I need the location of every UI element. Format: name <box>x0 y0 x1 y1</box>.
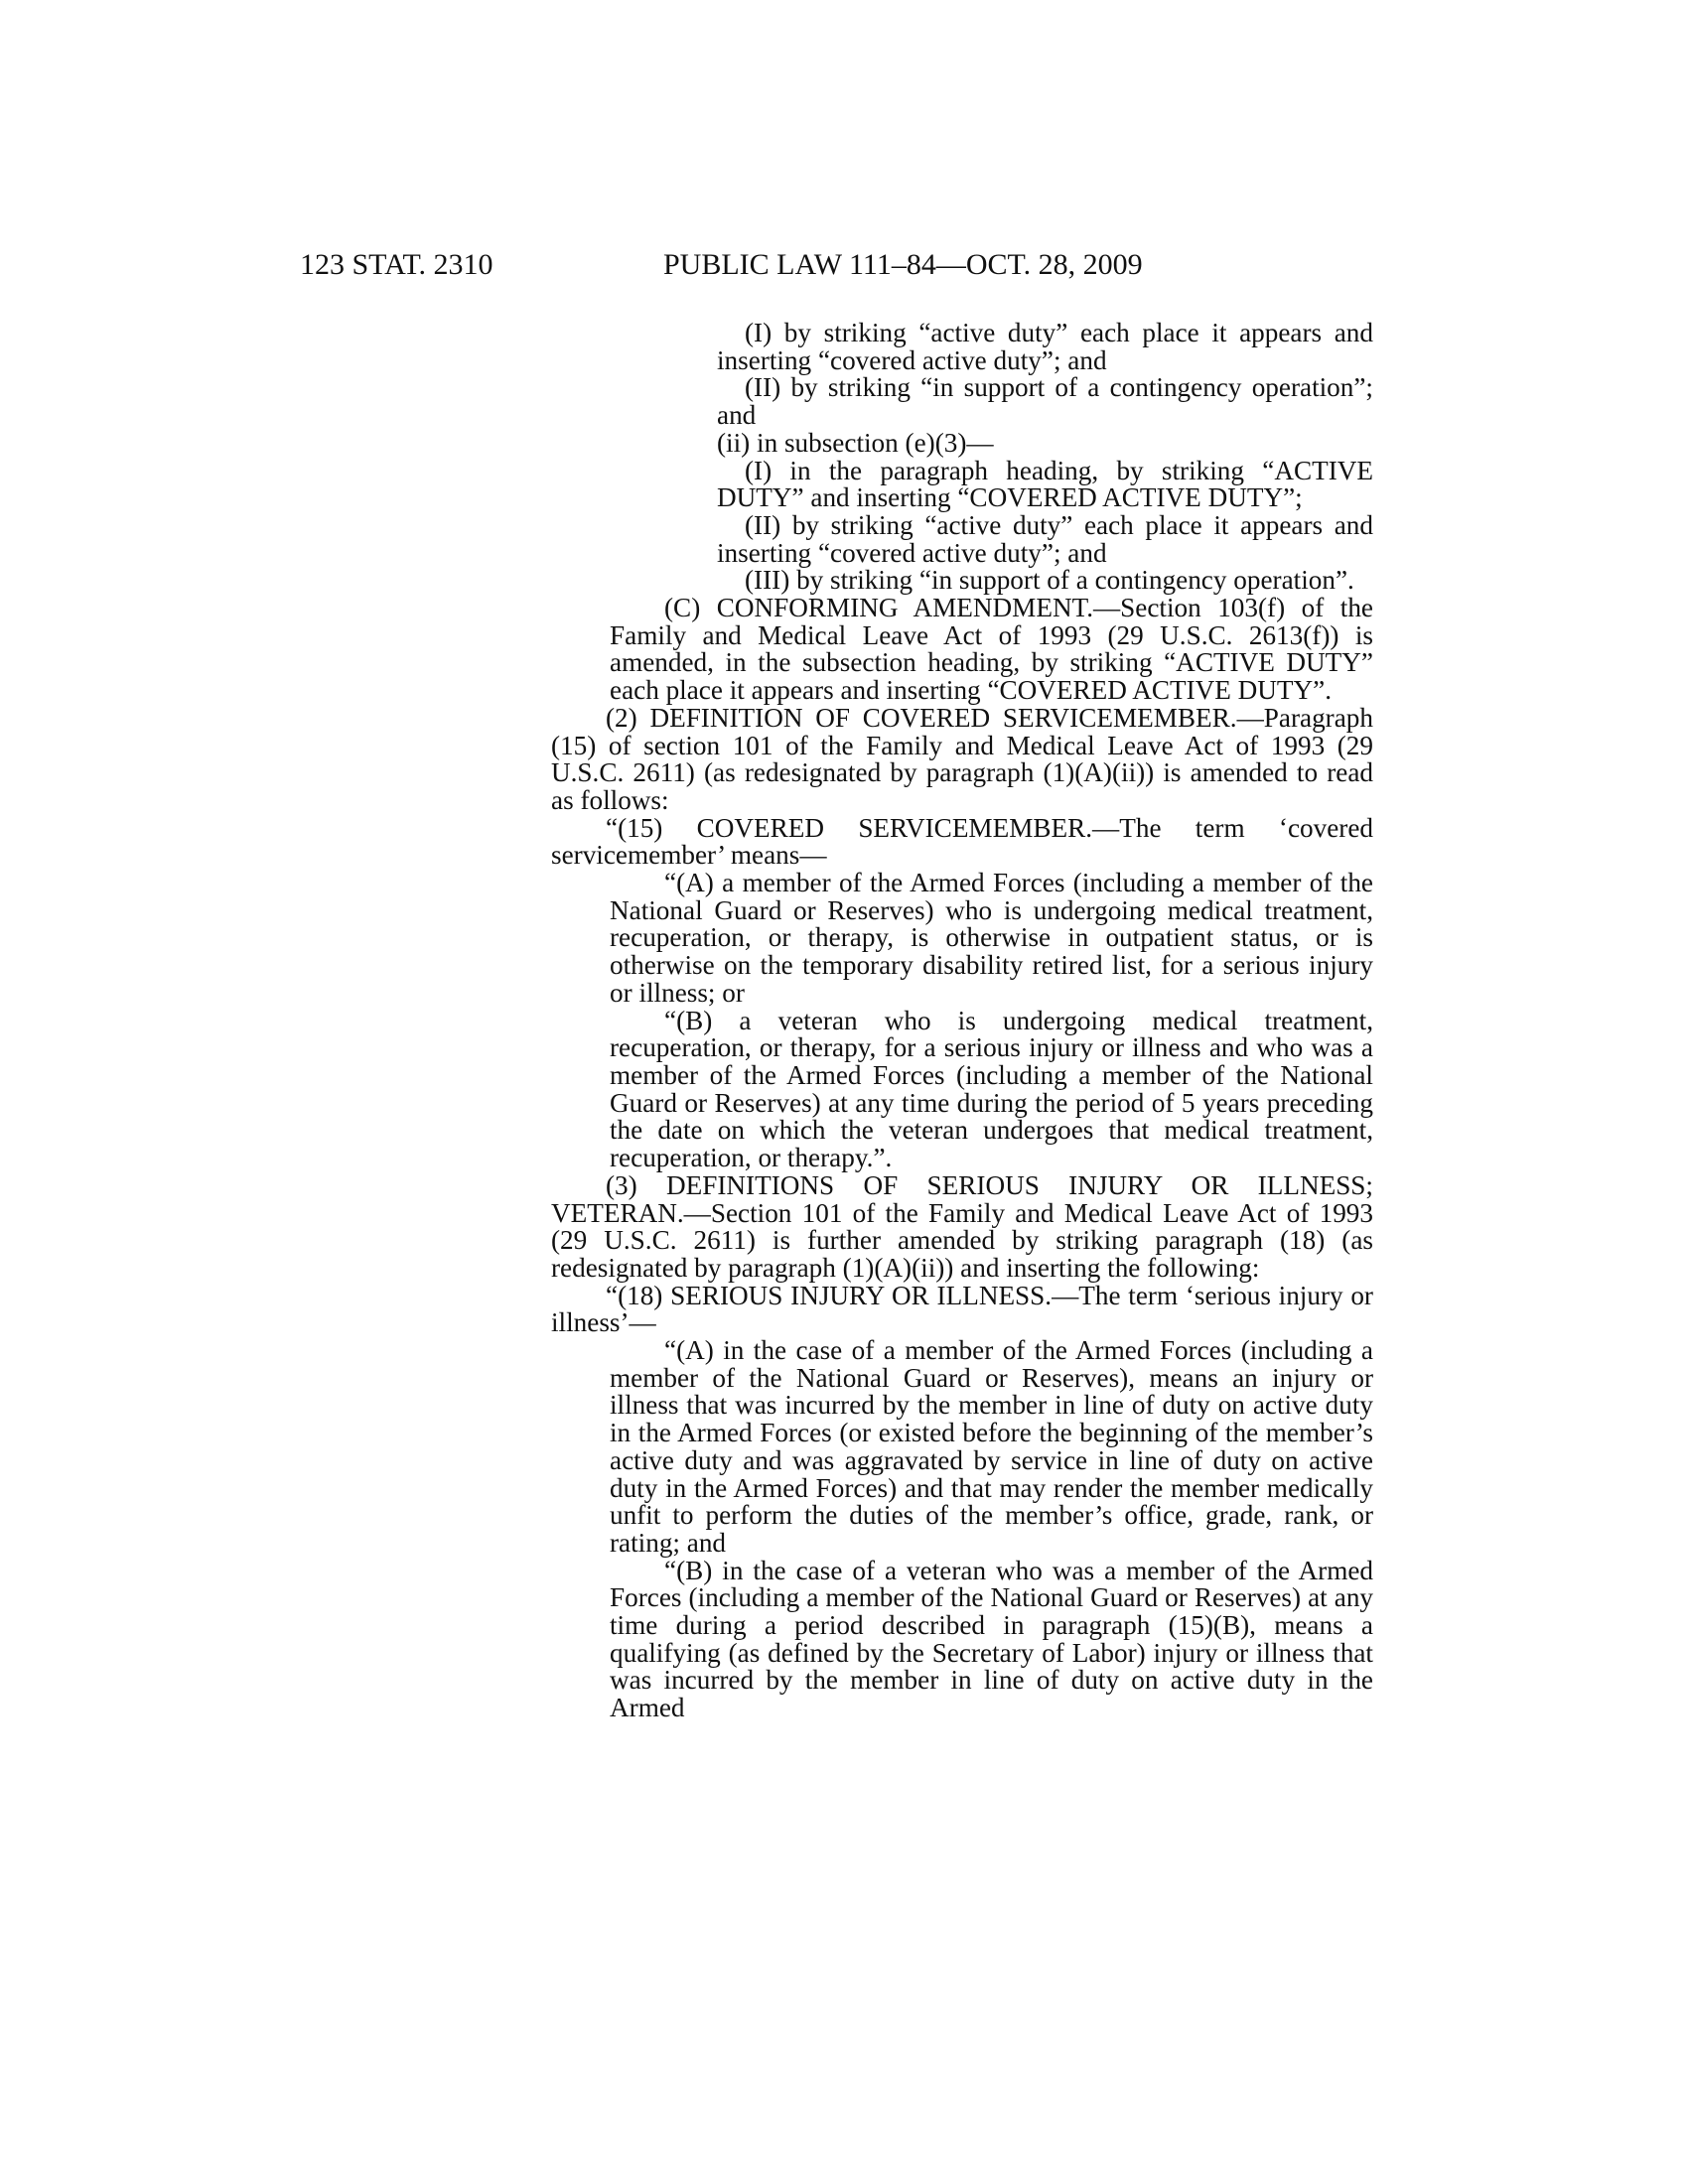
paragraph: (I) by striking “active duty” each place it appears and inserting “covered active duty”; and <box>717 318 1373 375</box>
running-head: PUBLIC LAW 111–84—OCT. 28, 2009 <box>663 248 1143 281</box>
paragraph: (II) by striking “active duty” each place it appears and inserting “covered active duty”; and <box>717 509 1373 568</box>
paragraph: “(A) in the case of a member of the Armed Forces (including a member of the National Guard or Reserves), means an injury or illness that was incurred by the member in line of duty on active duty in the Armed Forces (or existed before the beginning of the member’s active duty and was aggravated by service in line of duty on active duty in the Armed Forces) and that may render the member medically unfit to perform the duties of the member’s office, grade, rank, or rating; and <box>610 1335 1373 1558</box>
paragraph: (3) DEFINITIONS OF SERIOUS INJURY OR ILLNESS; VETERAN.—Section 101 of the Family and Medical Leave Act of 1993 (29 U.S.C. 2611) is further amended by striking paragraph (18) (as redesignated by paragraph (1)(A)(ii)) and inserting the following: <box>551 1169 1373 1283</box>
paragraph: (III) by striking “in support of a contingency operation”. <box>745 565 1354 596</box>
paragraph: “(A) a member of the Armed Forces (including a member of the National Guard or Reserves) who is undergoing medical treatment, recuperation, or therapy, is otherwise in outpatient status, or is otherwise on the temporary disability retired list, for a serious injury or illness; or <box>610 868 1373 1008</box>
paragraph: “(B) a veteran who is undergoing medical treatment, recuperation, or therapy, for a serious injury or illness and who was a member of the Armed Forces (including a member of the National Guard or Reserves) at any time during the period of 5 years preceding the date on which the veteran undergoes that medical treatment, recuperation, or therapy.”. <box>610 1005 1373 1173</box>
paragraph: (C) CONFORMING AMENDMENT.—Section 103(f) of the Family and Medical Leave Act of 1993 (29 U.S.C. 2613(f)) is amended, in the subsection heading, by striking “ACTIVE DUTY” each place it appears and inserting “COVERED ACTIVE DUTY”. <box>610 593 1373 706</box>
paragraph: (I) in the paragraph heading, by striking “ACTIVE DUTY” and inserting “COVERED ACTIVE DUTY”; <box>717 455 1373 513</box>
paragraph: “(18) SERIOUS INJURY OR ILLNESS.—The term ‘serious injury or illness’— <box>551 1280 1373 1338</box>
page-header <box>0 248 1688 288</box>
paragraph: (ii) in subsection (e)(3)— <box>717 427 994 458</box>
document-body <box>551 318 1373 1723</box>
paragraph: “(B) in the case of a veteran who was a member of the Armed Forces (including a member of the National Guard or Reserves) at any time during a period described in paragraph (15)(B), means a qualifying (as defined by the Secretary of Labor) injury or illness that was incurred by the member in line of duty on active duty in the Armed <box>610 1555 1373 1723</box>
paragraph: “(15) COVERED SERVICEMEMBER.—The term ‘covered servicemember’ means— <box>551 812 1373 871</box>
paragraph: (2) DEFINITION OF COVERED SERVICEMEMBER.—Paragraph (15) of section 101 of the Family and Medical Leave Act of 1993 (29 U.S.C. 2611) (as redesignated by paragraph (1)(A)(ii)) is amended to read as follows: <box>551 702 1373 815</box>
statute-page-number: 123 STAT. 2310 <box>300 248 493 281</box>
paragraph: (II) by striking “in support of a contingency operation”; and <box>717 372 1373 431</box>
